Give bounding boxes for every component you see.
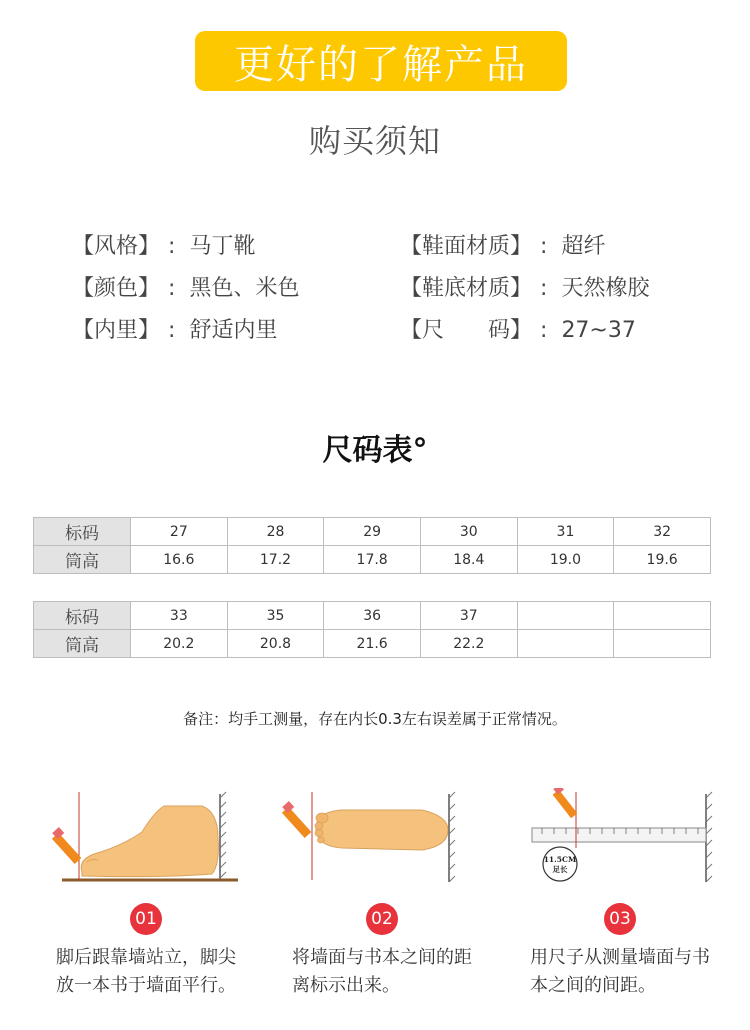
ruler-foot-length-label: 足长 bbox=[552, 865, 568, 874]
size-code-cell: 37 bbox=[420, 602, 517, 630]
spec-label: 【鞋面材质】 bbox=[400, 234, 533, 259]
spec-label: 【风格】 bbox=[72, 234, 161, 259]
size-code-cell: 29 bbox=[324, 518, 421, 546]
shaft-height-cell: 21.6 bbox=[324, 630, 421, 658]
spec-value: 舒适内里 bbox=[189, 318, 278, 343]
header-banner bbox=[195, 31, 567, 91]
shaft-height-cell: 19.6 bbox=[614, 546, 711, 574]
step-1-badge: 01 bbox=[130, 903, 162, 935]
row-label-height: 筒高 bbox=[34, 630, 131, 658]
size-code-cell: 32 bbox=[614, 518, 711, 546]
size-table-1 bbox=[33, 517, 711, 574]
size-code-cell bbox=[517, 602, 614, 630]
spec-style: 【风格】 : 马丁靴 bbox=[72, 229, 255, 260]
step-text-line: 离标示出来。 bbox=[292, 975, 400, 996]
shaft-height-cell: 19.0 bbox=[517, 546, 614, 574]
spec-label: 【鞋底材质】 bbox=[400, 276, 533, 301]
size-code-cell: 28 bbox=[227, 518, 324, 546]
step-3-text bbox=[530, 944, 730, 1000]
shaft-height-cell: 17.2 bbox=[227, 546, 324, 574]
size-code-cell: 33 bbox=[131, 602, 228, 630]
measurement-note: 备注：均手工测量，存在内长0.3左右误差属于正常情况。 bbox=[183, 710, 567, 728]
size-code-cell: 30 bbox=[420, 518, 517, 546]
step-3-badge: 03 bbox=[604, 903, 636, 935]
shaft-height-cell: 20.8 bbox=[227, 630, 324, 658]
step-text-line: 放一本书于墙面平行。 bbox=[56, 975, 236, 996]
size-code-cell: 35 bbox=[227, 602, 324, 630]
shaft-height-cell: 20.2 bbox=[131, 630, 228, 658]
size-code-cell: 31 bbox=[517, 518, 614, 546]
foot-side-wall-illustration bbox=[42, 788, 242, 888]
step-text-line: 本之间的间距。 bbox=[530, 975, 656, 996]
step-2-badge: 02 bbox=[366, 903, 398, 935]
spec-label: 【尺 码】 bbox=[400, 318, 533, 343]
table-row bbox=[34, 602, 711, 630]
spec-label: 【颜色】 bbox=[72, 276, 161, 301]
size-chart-title: 尺码表° bbox=[322, 433, 428, 468]
row-label-code: 标码 bbox=[34, 602, 131, 630]
row-label-code: 标码 bbox=[34, 518, 131, 546]
spec-lining: 【内里】 : 舒适内里 bbox=[72, 313, 277, 344]
size-code-cell bbox=[614, 602, 711, 630]
spec-label: 【内里】 bbox=[72, 318, 161, 343]
spec-sole-material: 【鞋底材质】 : 天然橡胶 bbox=[400, 271, 649, 302]
table-row bbox=[34, 546, 711, 574]
table-row bbox=[34, 630, 711, 658]
ruler-length-label: 11.5CM bbox=[543, 855, 577, 864]
spec-size-range: 【尺 码】 : 27~37 bbox=[400, 313, 636, 344]
step-text-line: 将墙面与书本之间的距 bbox=[292, 947, 472, 968]
shaft-height-cell bbox=[614, 630, 711, 658]
size-code-cell: 27 bbox=[131, 518, 228, 546]
shaft-height-cell: 22.2 bbox=[420, 630, 517, 658]
spec-value: 超纤 bbox=[561, 234, 606, 259]
table-row bbox=[34, 518, 711, 546]
foot-top-view-illustration bbox=[272, 788, 472, 888]
step-text-line: 脚后跟靠墙站立，脚尖 bbox=[56, 947, 236, 968]
step-2-text bbox=[292, 944, 492, 1000]
step-text-line: 用尺子从测量墙面与书 bbox=[530, 947, 710, 968]
shaft-height-cell: 18.4 bbox=[420, 546, 517, 574]
spec-value: 27~37 bbox=[561, 318, 636, 343]
size-code-cell: 36 bbox=[324, 602, 421, 630]
shaft-height-cell: 16.6 bbox=[131, 546, 228, 574]
ruler-measure-illustration bbox=[528, 788, 728, 888]
spec-color: 【颜色】 : 黑色、米色 bbox=[72, 271, 299, 302]
size-table-2 bbox=[33, 601, 711, 658]
shaft-height-cell bbox=[517, 630, 614, 658]
spec-upper-material: 【鞋面材质】 : 超纤 bbox=[400, 229, 605, 260]
spec-value: 马丁靴 bbox=[189, 234, 256, 259]
shaft-height-cell: 17.8 bbox=[324, 546, 421, 574]
spec-value: 天然橡胶 bbox=[561, 276, 650, 301]
step-1-text bbox=[56, 944, 256, 1000]
notice-title: 购买须知 bbox=[308, 122, 441, 160]
spec-value: 黑色、米色 bbox=[189, 276, 300, 301]
row-label-height: 筒高 bbox=[34, 546, 131, 574]
banner-title: 更好的了解产品 bbox=[234, 41, 528, 88]
